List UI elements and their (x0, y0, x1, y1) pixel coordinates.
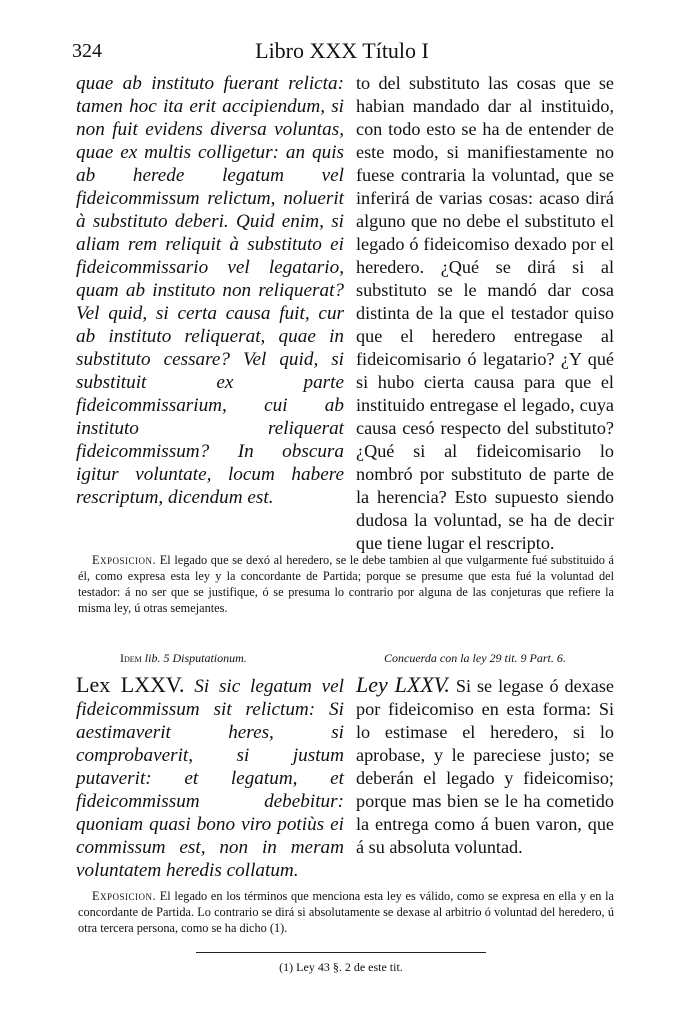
source-work: lib. 5 Disputationum. (144, 651, 247, 665)
lex-75-latin (76, 673, 344, 882)
exposicion-text: El legado que se dexó al heredero, se le debe tambien al que vulgarmente fué substituido á él, como expresa esta ley y la concordante de Partida; porque se presume que esta fué la voluntad del testador: á no ser que se justifique, ó se presuma lo contrario por alguna de las conjeturas que refiere la misma ley, ú otras semejantes. (78, 553, 615, 615)
exposicion-label: Exposicion. (92, 889, 157, 903)
spanish-text-continued: to del substituto las cosas que se habian mandado dar al instituido, con todo esto se ha de entender de este modo, si manifiestamente no fuese contraria la voluntad, que se inferirá de varias cosas: acaso dirá alguno que no debe el substituto el legado ó fideicomiso dexado por el heredero. ¿Qué se dirá si al substituto se le mandó dar cosa distinta de la que el testador quiso que el heredero entregase al fideicomisario ó legatario? ¿Y qué si hubo cierta causa para que el instituido entregase el legado, cuya causa cesó respecto del substituto? ¿Qué si al fideicomisario lo nombró por substituto de parte de la herencia? Esto supuesto siendo dudosa la voluntad, se ha de decir que tiene lugar el rescripto. (356, 73, 614, 553)
exposicion-paragraph-2 (78, 888, 614, 936)
exposicion-text: El legado en los términos que menciona esta ley es válido, como se expresa en ella y en la concordante de Partida. Lo contrario se dirá si absolutamente se dexase al arbitrio ó voluntad del heredero, ú otra tercera persona, como se ha dicho (1). (78, 889, 614, 935)
concordance-citation: Concuerda con la ley 29 tit. 9 Part. 6. (384, 651, 566, 665)
lex-75-heading: Lex LXXV. (76, 672, 185, 697)
latin-text-continued: quae ab instituto fuerant relicta: tamen hoc ita erit accipiendum, si non fuit evidens diversa voluntas, quae ex multis colligetur: an quis ab herede legatum vel fideicommissum relictum, noluerit à substituto deberi. Quid enim, si aliam rem reliquit à substituto ei fideicommissario vel legatario, quam ab instituto non reliquerat? Vel quid, si certa causa fuit, cur ab instituto reliquerat, quae in substituto cessare? Vel quid, si substituit ex parte fideicommissarium, cui ab instituto reliquerat fideicommissum? In obscura igitur voluntate, locum habere rescriptum, dicendum est. (76, 73, 344, 508)
running-header (72, 36, 612, 68)
lex-75-latin-body: Si sic legatum vel fideicommissum sit relictum: Si aestimaverit heres, si comprobaverit, si justum putaverit: et legatum, et fideicommissum debebitur: quoniam quasi bono viro potiùs ei commissum est, non in meram voluntatem heredis collatum. (76, 676, 344, 881)
page-number: 324 (72, 40, 102, 62)
ley-75-spanish (356, 673, 614, 859)
running-title: Libro XXX Título I (255, 38, 429, 63)
ley-75-spanish-body: Si se legase ó dexase por fideicomiso en esta forma: Si lo estimase el heredero, si lo aprobase, y le pareciese justo; se deberán el legado y fideicomiso; porque mas bien se le ha cometido la entrega como á buen varon, que á su absoluta voluntad. (356, 676, 614, 857)
source-citation (120, 651, 340, 666)
footnote-rule (196, 952, 486, 953)
ley-75-heading: Ley LXXV. (356, 672, 450, 697)
source-author: Idem (120, 651, 142, 665)
exposicion-label: Exposicion. (92, 553, 157, 567)
exposicion-paragraph-1 (78, 552, 614, 616)
footnote: (1) Ley 43 §. 2 de este tit. (279, 960, 403, 974)
